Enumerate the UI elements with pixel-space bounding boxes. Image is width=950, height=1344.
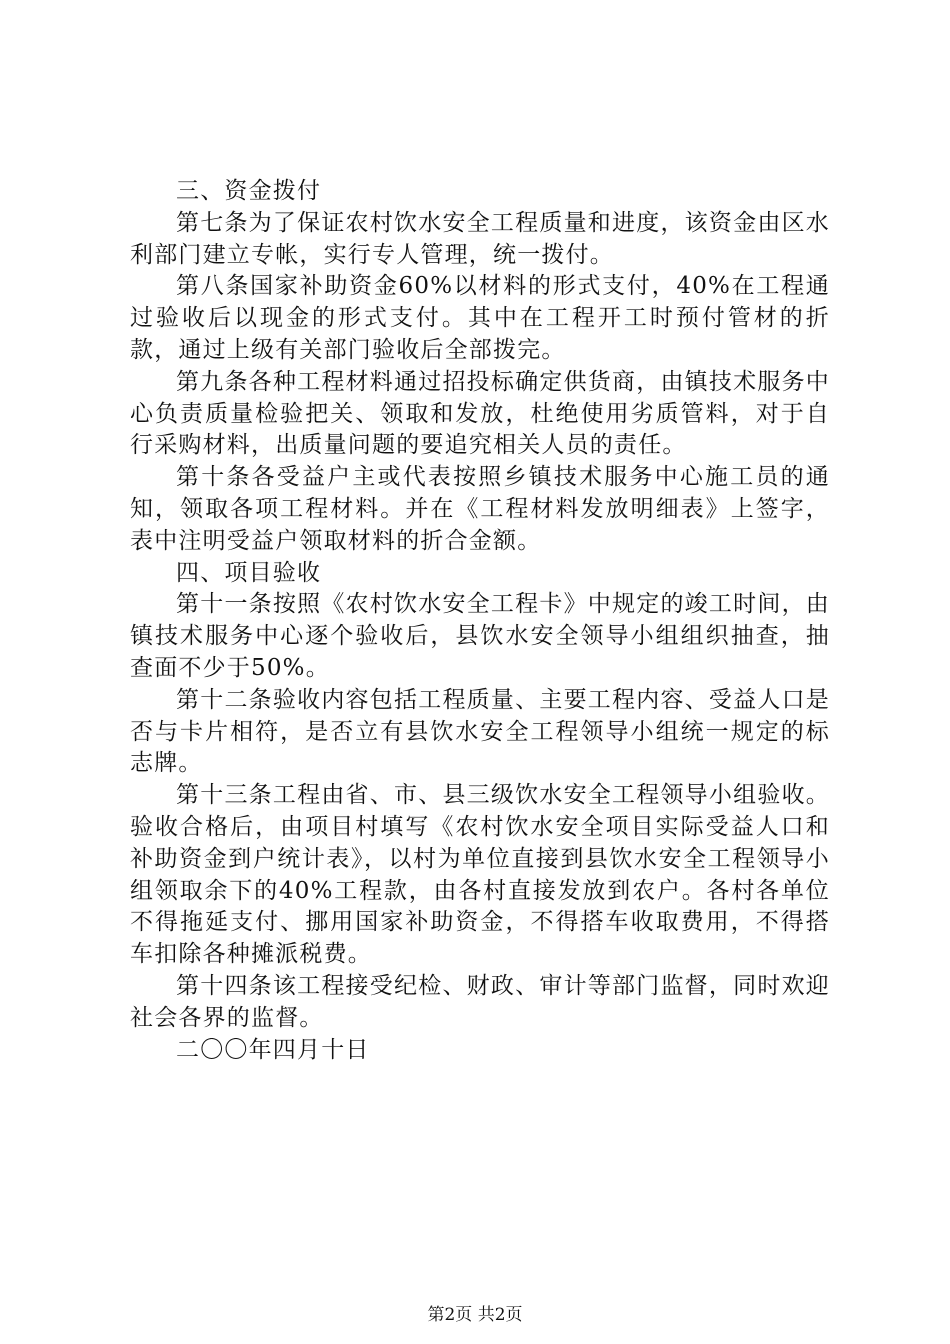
section-heading-funding: 三、资金拨付 [176, 178, 322, 204]
document-body [130, 176, 830, 1066]
article-13-paragraph: 第十三条工程由省、市、县三级饮水安全工程领导小组验收。验收合格后，由项目村填写《农村饮水安全项目实际受益人口和补助资金到户统计表》，以村为单位直接到县饮水安全工程领导小组领取余下的40%工程款，由各村直接发放到农户。各村各单位不得拖延支付、挪用国家补助资金，不得搭车收取费用，不得搭车扣除各种摊派税费。 [130, 782, 830, 968]
article-9-paragraph: 第九条各种工程材料通过招投标确定供货商，由镇技术服务中心负责质量检验把关、领取和发放，杜绝使用劣质管料，对于自行采购材料，出质量问题的要追究相关人员的责任。 [130, 368, 830, 459]
article-14-paragraph: 第十四条该工程接受纪检、财政、审计等部门监督，同时欢迎社会各界的监督。 [130, 972, 830, 1031]
article-7-paragraph: 第七条为了保证农村饮水安全工程质量和进度，该资金由区水利部门建立专帐，实行专人管理，统一拨付。 [130, 209, 830, 268]
article-12-paragraph: 第十二条验收内容包括工程质量、主要工程内容、受益人口是否与卡片相符，是否立有县饮水安全工程领导小组统一规定的标志牌。 [130, 686, 830, 777]
article-10-paragraph: 第十条各受益户主或代表按照乡镇技术服务中心施工员的通知，领取各项工程材料。并在《工程材料发放明细表》上签字，表中注明受益户领取材料的折合金额。 [130, 464, 830, 554]
article-8-paragraph: 第八条国家补助资金60%以材料的形式支付，40%在工程通过验收后以现金的形式支付。其中在工程开工时预付管材的折款，通过上级有关部门验收后全部拨完。 [130, 273, 830, 363]
section-heading-acceptance: 四、项目验收 [176, 559, 322, 586]
document-date: 二〇〇年四月十日 [176, 1036, 370, 1063]
article-11-paragraph: 第十一条按照《农村饮水安全工程卡》中规定的竣工时间，由镇技术服务中心逐个验收后，县饮水安全领导小组组织抽查，抽查面不少于50%。 [130, 591, 830, 681]
page-footer: 第2页 共2页 [427, 1305, 523, 1325]
